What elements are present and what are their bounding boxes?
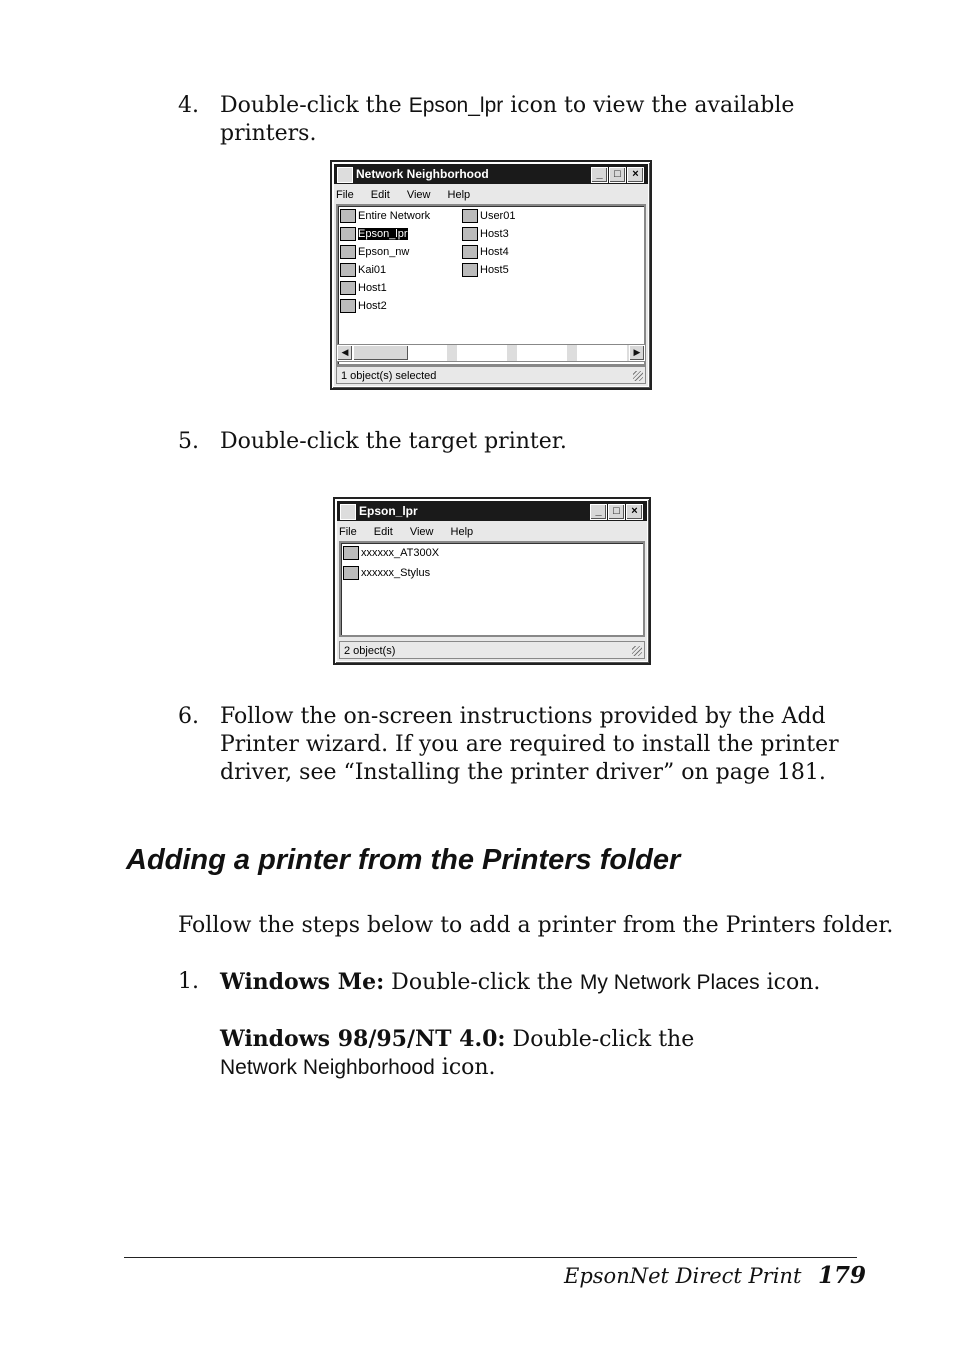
list-item[interactable] <box>340 262 386 278</box>
ui-term: My Network Places <box>579 971 760 994</box>
printer-icon <box>343 566 359 580</box>
list-item[interactable] <box>340 208 430 224</box>
step-number: 6. <box>178 704 199 729</box>
item-label: xxxxxx_AT300X <box>361 547 440 559</box>
step-text-old <box>220 1025 760 1082</box>
item-label: Epson_lpr <box>358 228 408 240</box>
scroll-thumb[interactable] <box>353 345 409 361</box>
step-number: 1. <box>178 969 199 994</box>
list-item[interactable] <box>343 545 439 561</box>
status-bar <box>339 641 645 659</box>
text: Double-click the <box>220 93 409 118</box>
menu-bar <box>336 186 646 204</box>
computer-icon <box>462 245 478 259</box>
maximize-icon[interactable]: □ <box>609 167 626 183</box>
status-bar <box>336 366 646 384</box>
file-pane <box>336 204 646 366</box>
item-label: Host2 <box>358 300 387 312</box>
list-item[interactable] <box>340 298 387 314</box>
list-item[interactable] <box>462 208 515 224</box>
footer-rule <box>124 1257 857 1258</box>
section-heading: Adding a printer from the Printers folder <box>126 844 681 876</box>
computer-icon <box>340 263 356 277</box>
resize-grip-icon[interactable] <box>632 646 642 656</box>
text: icon to view the available printers. <box>220 93 795 146</box>
os-label: Windows Me: <box>220 969 385 995</box>
horizontal-scrollbar[interactable] <box>336 344 646 362</box>
step-number: 5. <box>178 429 199 454</box>
step-text-me <box>220 968 860 997</box>
network-icon <box>340 209 356 223</box>
item-label: Entire Network <box>358 210 431 222</box>
item-label: Epson_nw <box>358 246 410 258</box>
item-label: Host3 <box>480 228 509 240</box>
close-icon[interactable]: × <box>626 504 643 520</box>
menu-view[interactable]: View <box>406 189 431 201</box>
status-text: 1 object(s) selected <box>341 370 437 382</box>
file-pane <box>339 541 645 637</box>
menu-view[interactable]: View <box>409 526 434 538</box>
ui-term: Epson_lpr <box>408 94 504 117</box>
network-icon <box>337 167 353 183</box>
menu-edit[interactable]: Edit <box>370 189 390 201</box>
menu-help[interactable]: Help <box>447 189 471 201</box>
item-label: Kai01 <box>358 264 387 276</box>
maximize-icon[interactable]: □ <box>608 504 625 520</box>
section-intro: Follow the steps below to add a printer from the Printers folder. <box>178 913 894 938</box>
item-label: Host1 <box>358 282 387 294</box>
menu-file[interactable]: File <box>336 189 354 201</box>
page-number: 179 <box>818 1262 867 1289</box>
computer-icon <box>340 504 356 520</box>
menu-file[interactable]: File <box>339 526 357 538</box>
window-titlebar <box>334 164 648 184</box>
step-text: Follow the on-screen instructions provided by the Add Printer wizard. If you are required to install the printer driver, see “Installing the printer driver” on page 181. <box>220 704 839 785</box>
step-text <box>220 92 860 148</box>
printer-icon <box>343 546 359 560</box>
computer-icon <box>340 245 356 259</box>
menu-edit[interactable]: Edit <box>373 526 393 538</box>
window-title: Network Neighborhood <box>356 167 489 181</box>
menu-help[interactable]: Help <box>450 526 474 538</box>
step-text: Double-click the target printer. <box>220 429 567 454</box>
text: icon. <box>434 1055 496 1080</box>
computer-icon <box>462 227 478 241</box>
computer-icon <box>462 263 478 277</box>
footer-title: EpsonNet Direct Print <box>564 1264 802 1288</box>
window-titlebar <box>337 501 647 521</box>
list-item[interactable] <box>340 244 409 260</box>
item-label: User01 <box>480 210 516 222</box>
minimize-icon[interactable]: _ <box>590 504 607 520</box>
list-item[interactable] <box>462 226 509 242</box>
epson-lpr-window <box>333 497 651 665</box>
scroll-right-icon[interactable]: ▶ <box>629 345 645 361</box>
list-item[interactable] <box>343 565 430 581</box>
scroll-left-icon[interactable]: ◀ <box>337 345 353 361</box>
text: Double-click the <box>384 970 580 995</box>
text: icon. <box>759 970 821 995</box>
computer-icon <box>340 299 356 313</box>
item-label: xxxxxx_Stylus <box>361 567 431 579</box>
close-icon[interactable]: × <box>627 167 644 183</box>
item-label: Host4 <box>480 246 509 258</box>
network-neighborhood-window <box>330 160 652 390</box>
list-item[interactable] <box>462 262 509 278</box>
status-text: 2 object(s) <box>344 645 396 657</box>
list-item[interactable] <box>462 244 509 260</box>
minimize-icon[interactable]: _ <box>591 167 608 183</box>
computer-icon <box>340 227 356 241</box>
os-label: Windows 98/95/NT 4.0: <box>220 1026 506 1052</box>
text: Double-click the <box>505 1027 695 1052</box>
resize-grip-icon[interactable] <box>633 371 643 381</box>
menu-bar <box>339 523 645 541</box>
ui-term: Network Neighborhood <box>220 1056 435 1079</box>
computer-icon <box>462 209 478 223</box>
list-item[interactable] <box>340 226 408 242</box>
list-item[interactable] <box>340 280 387 296</box>
item-label: Host5 <box>480 264 509 276</box>
window-title: Epson_lpr <box>359 504 418 518</box>
computer-icon <box>340 281 356 295</box>
step-number: 4. <box>178 93 199 118</box>
